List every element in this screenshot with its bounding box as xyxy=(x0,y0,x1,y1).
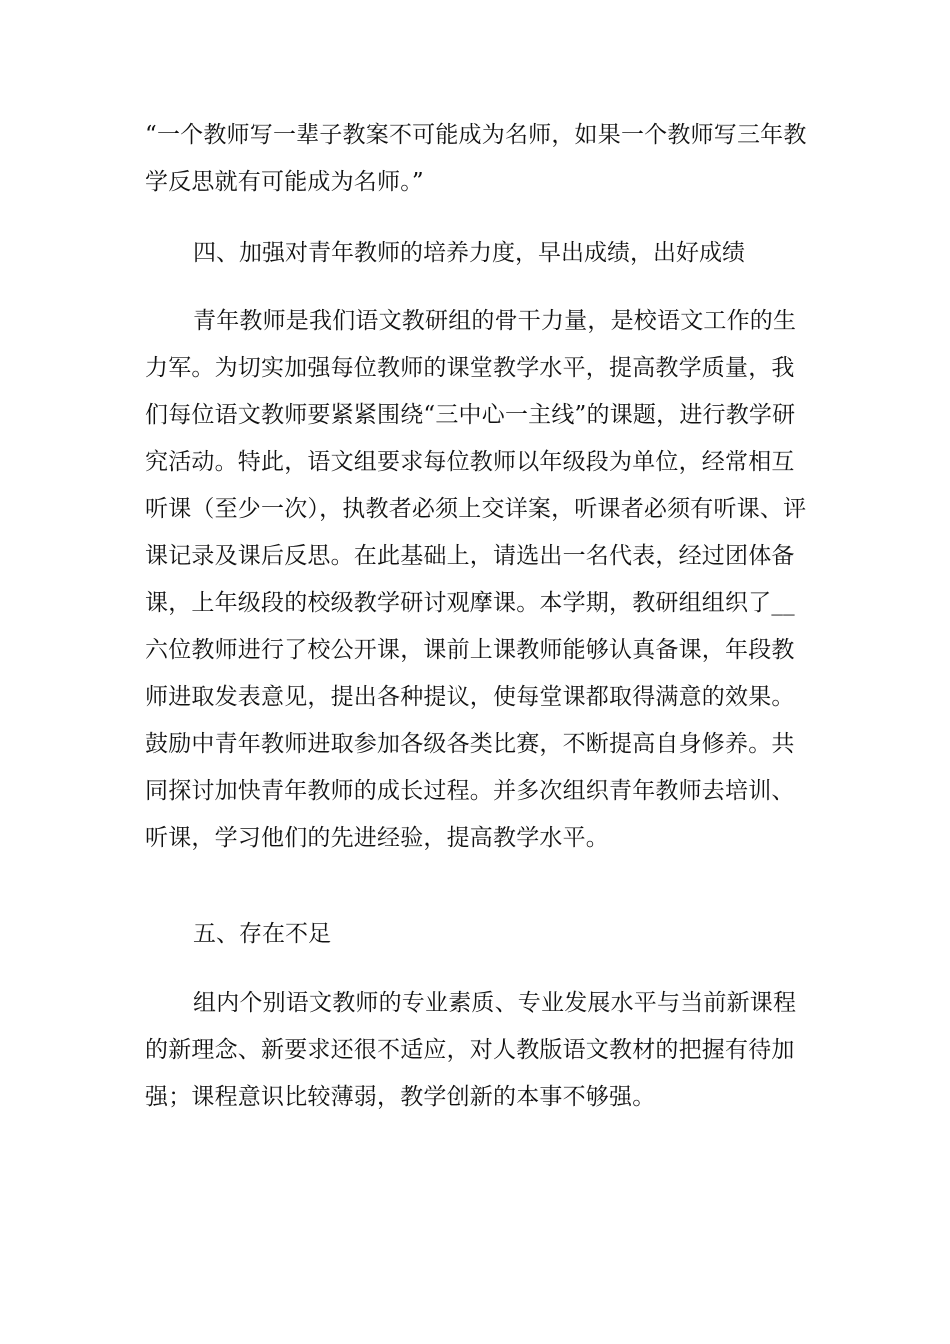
quote-paragraph: “一个教师写一辈子教案不可能成为名师，如果一个教师写三年教学反思就有可能成为名师。” xyxy=(145,122,807,195)
young-teacher-paragraph: 青年教师是我们语文教研组的骨干力量，是校语文工作的生力军。为切实加强每位教师的课堂教学水平，提高教学质量，我们每位语文教师要紧紧围绕“三中心一主线”的课题，进行教学研究活动。特此，语文组要求每位教师以年级段为单位，经常相互听课（至少一次），执教者必须上交详案，听课者必须有听课、评课记录及课后反思。在此基础上，请选出一名代表，经过团体备课，上年级段的校级教学研讨观摩课。本学期，教研组组织了__六位教师进行了校公开课，课前上课教师能够认真备课，年段教师进取发表意见，提出各种提议，使每堂课都取得满意的效果。鼓励中青年教师进取参加各级各类比赛，不断提高自身修养。共同探讨加快青年教师的成长过程。并多次组织青年教师去培训、听课，学习他们的先进经验，提高教学水平。 xyxy=(145,308,807,851)
shortcomings-paragraph: 组内个别语文教师的专业素质、专业发展水平与当前新课程的新理念、新要求还很不适应，对人教版语文教材的把握有待加强；课程意识比较薄弱，教学创新的本事不够强。 xyxy=(145,990,797,1110)
section-heading-five: 五、存在不足 xyxy=(193,921,331,947)
section-heading-four: 四、加强对青年教师的培养力度，早出成绩，出好成绩 xyxy=(193,240,745,266)
